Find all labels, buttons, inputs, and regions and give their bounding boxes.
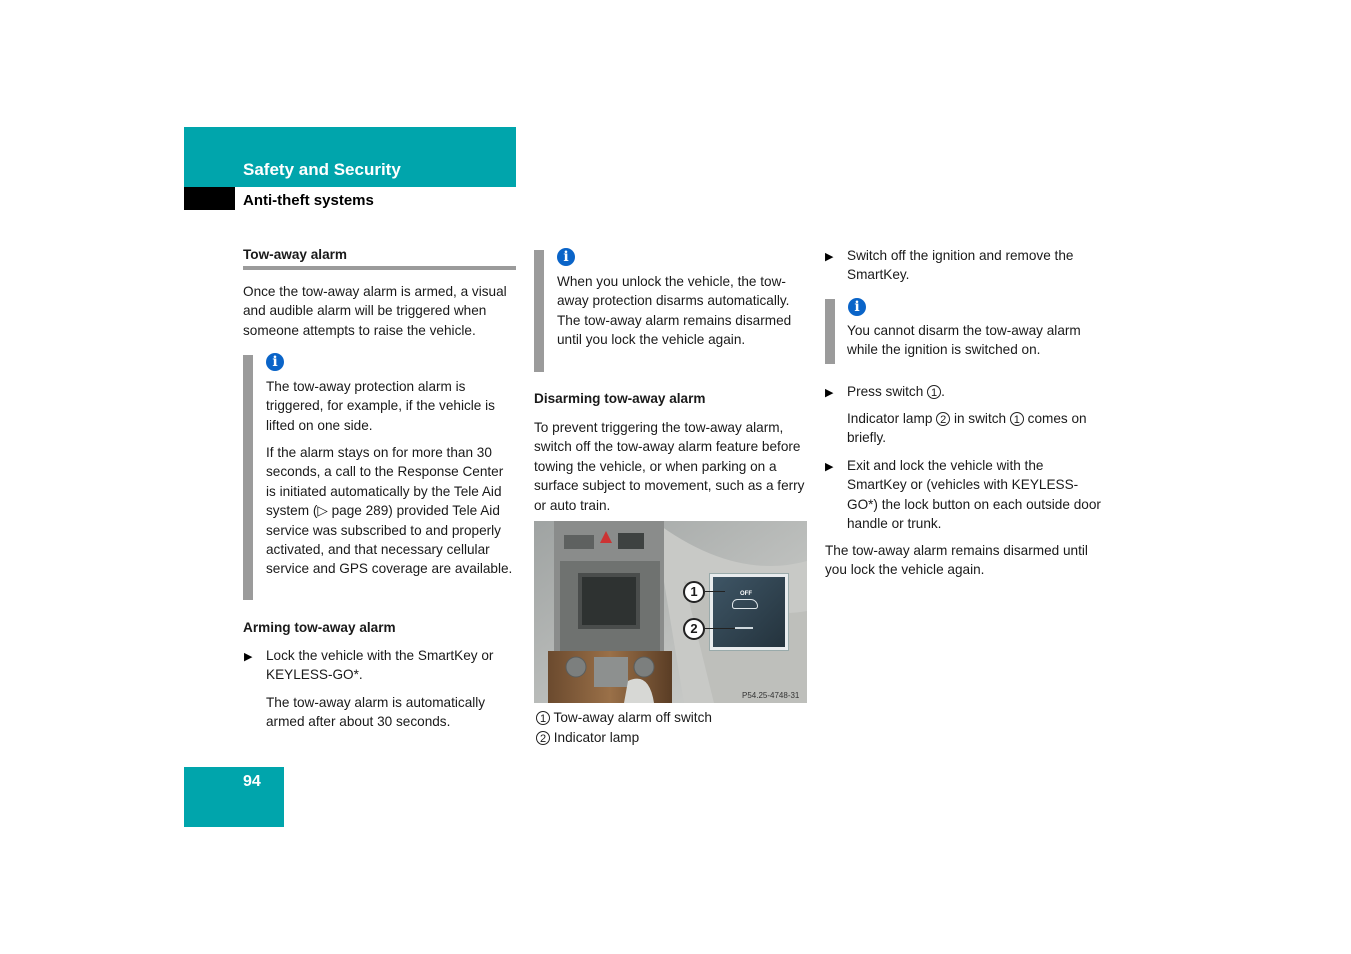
callout-1: 1 — [683, 581, 705, 603]
result-text-c: comes on briefly. — [847, 411, 1087, 446]
switch-closeup — [710, 574, 788, 650]
step-ignition-off: Switch off the ignition and remove the SmartKey. — [847, 248, 1074, 283]
info-text: When you unlock the vehicle, the tow-away protection disarms automatically. The tow-away alarm remains disarmed until you lock the vehicle again. — [557, 274, 792, 348]
info-text-2: If the alarm stays on for more than 30 seconds, a call to the Response Center is initiated automatically by the Tele Aid system (▷ page 289) provided Tele Aid service was subscribed to and properly activated, and that necessary cellular service and GPS coverage are available. — [266, 445, 513, 577]
bullet-arrow-icon: ▶ — [244, 651, 253, 663]
tow-car-icon — [732, 599, 758, 609]
info-bar — [825, 299, 835, 364]
legend-label-2: Indicator lamp — [553, 730, 640, 745]
subsection-title: Anti-theft systems — [243, 192, 374, 209]
step-press-period: . — [941, 384, 945, 399]
info-bar — [534, 250, 544, 372]
disarming-heading: Disarming tow-away alarm — [534, 391, 706, 406]
step-press-text: Press switch — [847, 384, 924, 399]
legend-item-1 — [536, 708, 712, 727]
disarming-text: To prevent triggering the tow-away alarm, switch off the tow-away alarm feature before towing the vehicle, or when parking on a surface subject to movement, such as a ferry or auto train. — [534, 420, 805, 513]
info-icon: i — [266, 353, 284, 371]
bullet-arrow-icon: ▶ — [825, 461, 834, 473]
section-title: Safety and Security — [243, 160, 401, 179]
indicator-result — [847, 409, 1102, 448]
result-text-b: in switch — [953, 411, 1007, 426]
number-1: 1 — [1010, 412, 1024, 426]
heading-rule — [243, 266, 516, 270]
info-icon: i — [557, 248, 575, 266]
info-bar — [243, 355, 253, 600]
legend-number-1: 1 — [536, 711, 550, 725]
bullet-arrow-icon: ▶ — [825, 251, 834, 263]
legend-label-1: Tow-away alarm off switch — [553, 710, 712, 725]
callout-line-2 — [705, 628, 735, 629]
step-exit-lock: Exit and lock the vehicle with the SmartKey or (vehicles with KEYLESS-GO*) the lock button on each outside door handle or trunk. — [847, 458, 1101, 532]
intro-paragraph: Once the tow-away alarm is armed, a visual and audible alarm will be triggered when someone attempts to raise the vehicle. — [243, 284, 507, 338]
number-1: 1 — [927, 385, 941, 399]
number-2: 2 — [936, 412, 950, 426]
page-number-box — [184, 767, 284, 827]
page-number: 94 — [243, 773, 261, 790]
arming-result: The tow-away alarm is automatically armed after about 30 seconds. — [266, 695, 486, 730]
info-text: You cannot disarm the tow-away alarm while the ignition is switched on. — [847, 323, 1081, 358]
arming-step: Lock the vehicle with the SmartKey or KEYLESS-GO*. — [266, 648, 494, 683]
info-text-1: The tow-away protection alarm is triggered, for example, if the vehicle is lifted on one side. — [266, 379, 495, 433]
result-text-a: Indicator lamp — [847, 411, 933, 426]
bullet-arrow-icon: ▶ — [825, 387, 834, 399]
callout-line-1 — [705, 591, 725, 592]
tow-away-heading: Tow-away alarm — [243, 247, 348, 262]
image-code: P54.25-4748-31 — [742, 691, 800, 700]
header-black-tab — [184, 187, 235, 210]
dashboard-photo — [534, 521, 807, 703]
callout-2: 2 — [683, 618, 705, 640]
info-icon: i — [848, 298, 866, 316]
closing-paragraph: The tow-away alarm remains disarmed until you lock the vehicle again. — [825, 543, 1088, 578]
legend-item-2 — [536, 728, 639, 747]
arming-heading: Arming tow-away alarm — [243, 620, 396, 635]
indicator-lamp — [735, 627, 753, 629]
legend-number-2: 2 — [536, 731, 550, 745]
step-press-switch — [847, 382, 945, 401]
off-label: OFF — [740, 591, 752, 597]
